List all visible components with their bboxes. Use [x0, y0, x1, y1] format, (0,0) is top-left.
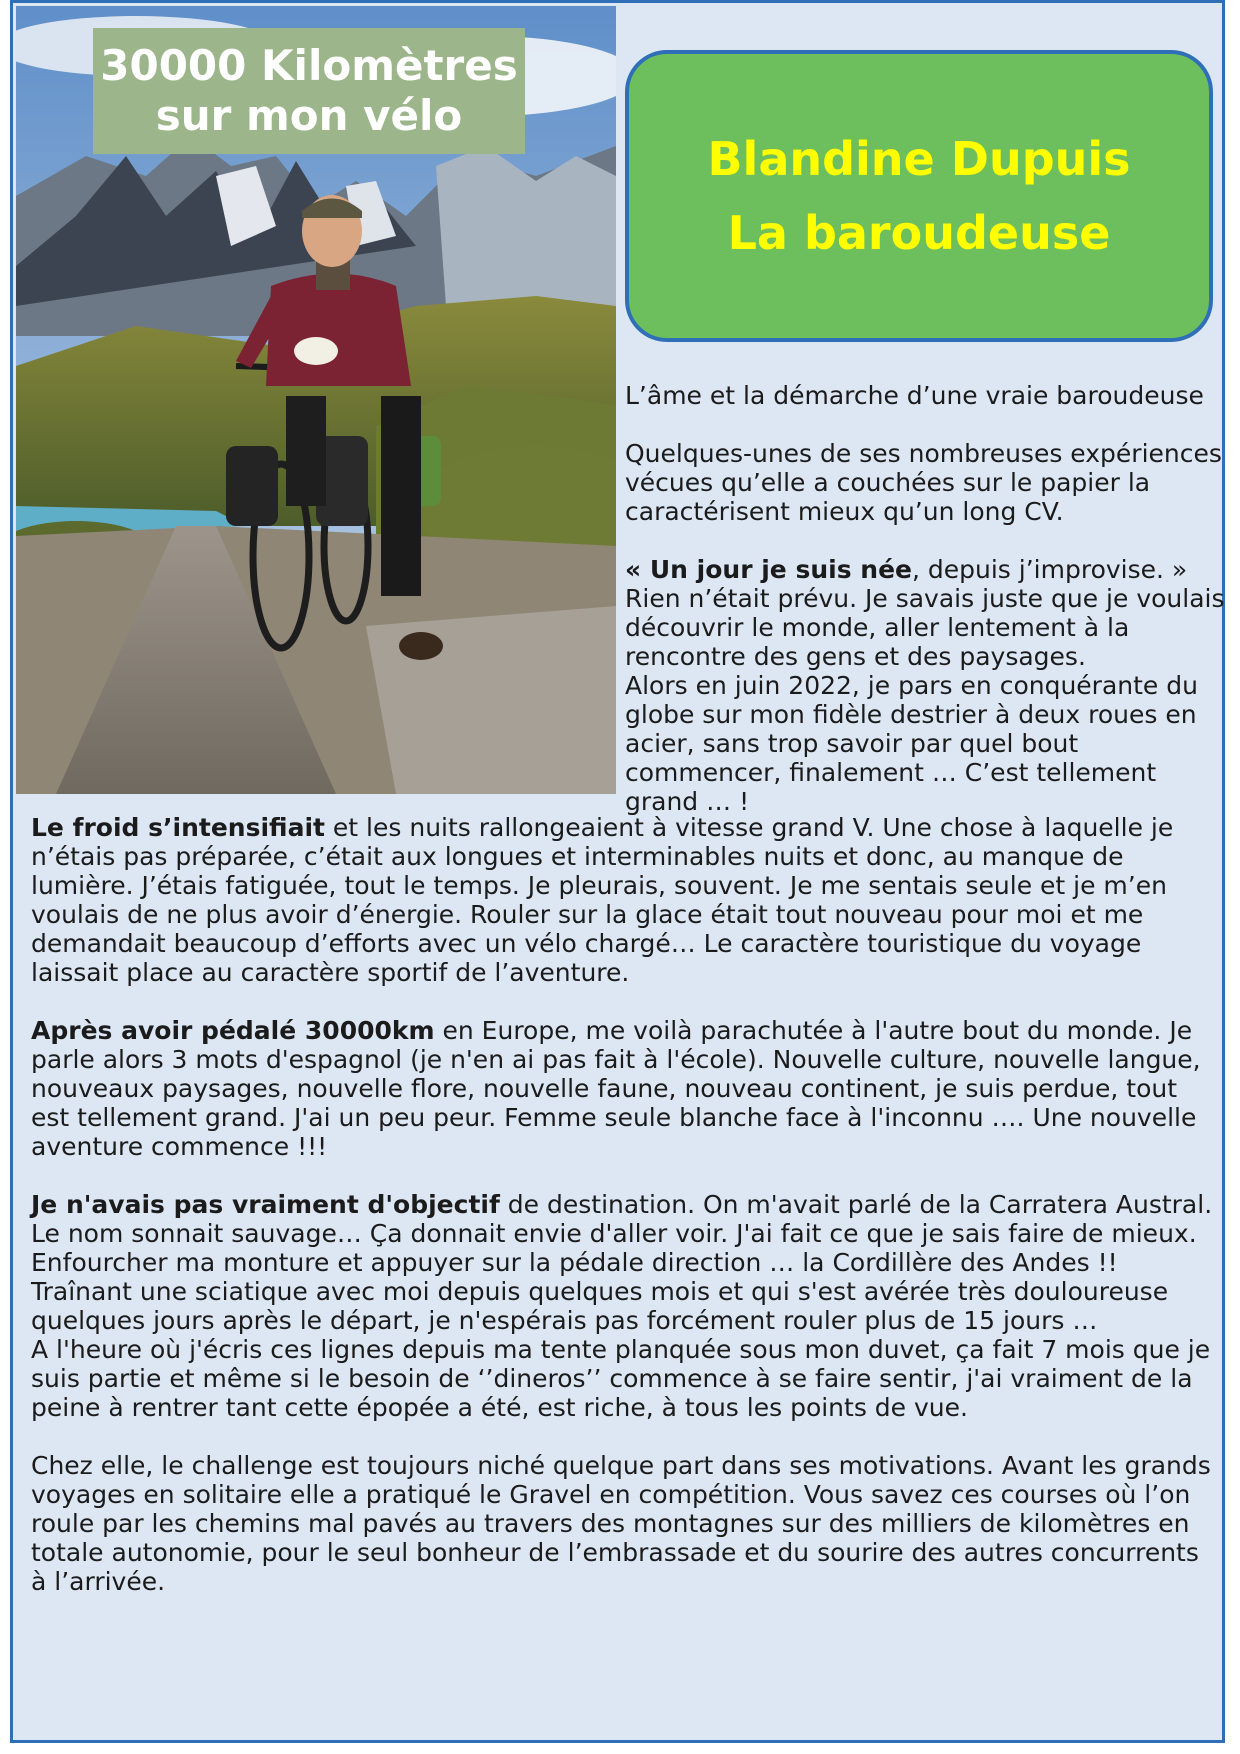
- page-frame: [10, 0, 1225, 1743]
- story-body: [31, 813, 1221, 1596]
- story-section-3-paragraph-3: A l'heure où j'écris ces lignes depuis ma tente planquée sous mon duvet, ça fait 7 mois que je suis partie et même si le besoin de ‘’dineros’’ commence à se faire sentir, j'ai vraiment de la peine à rentrer tant cette épopée a été, est riche, à tous les points de vue.: [31, 1335, 1211, 1422]
- story-section-2-text: en Europe, me voilà parachutée à l'autre bout du monde. Je parle alors 3 mots d'espagnol (je n'en ai pas fait à l'école). Nouvelle culture, nouvelle langue, nouveaux paysages, nouvelle flore, nouvelle faune, nouveau continent, je suis perdue, tout est tellement grand. J'ai un peu peur. Femme seule blanche face à l'inconnu …. Une nouvelle aventure commence !!!: [31, 1016, 1201, 1161]
- story-section-1-text: et les nuits rallongeaient à vitesse grand V. Une chose à laquelle je n’étais pas préparée, c’était aux longues et interminables nuits et donc, au manque de lumière. J’étais fatiguée, tout le temps. Je pleurais, souvent. Je me sentais seule et je m’en voulais de ne plus avoir d’énergie. Rouler sur la glace était tout nouveau pour moi et me demandait beaucoup d’efforts avec un vélo chargé… Le caractère touristique du voyage laissait place au caractère sportif de l’aventure.: [31, 813, 1174, 987]
- story-section-3: [31, 1190, 1221, 1277]
- story-section-3-paragraph-2: Traînant une sciatique avec moi depuis quelques mois et qui s'est avérée très douloureuse quelques jours après le départ, je n'espérais pas forcément rouler plus de 15 jours …: [31, 1277, 1169, 1335]
- photo-title-badge: [93, 28, 525, 154]
- story-section-2-lead: Après avoir pédalé 30000km: [31, 1016, 435, 1045]
- photo-title-line-2: sur mon vélo: [155, 91, 463, 140]
- nickname-line: La baroudeuse: [727, 206, 1111, 260]
- intro-paragraph-4: Alors en juin 2022, je pars en conquérante du globe sur mon fidèle destrier à deux roues en acier, sans trop savoir par quel bout commencer, finalement … C’est tellement grand … !: [625, 671, 1198, 816]
- name-box: [625, 50, 1213, 342]
- story-section-3-text: de destination. On m'avait parlé de la Carratera Austral. Le nom sonnait sauvage… Ça donnait envie d'aller voir. J'ai fait ce que je sais faire de mieux. Enfourcher ma monture et appuyer sur la pédale direction … la Cordillère des Andes !!: [31, 1190, 1213, 1277]
- story-section-1: [31, 813, 1221, 987]
- story-section-3-lead: Je n'avais pas vraiment d'objectif: [31, 1190, 500, 1219]
- intro-paragraph-1: L’âme et la démarche d’une vraie baroudeuse: [625, 381, 1204, 410]
- intro-paragraph-3: [625, 555, 1225, 671]
- story-section-4: Chez elle, le challenge est toujours niché quelque part dans ses motivations. Avant les grands voyages en solitaire elle a pratiqué le Gravel en compétition. Vous savez ces courses où l’on roule par les chemins mal pavés au travers des montagnes sur des milliers de kilomètres en totale autonomie, pour le seul bonheur de l’embrassade et du sourire des autres concurrents à l’arrivée.: [31, 1451, 1211, 1596]
- intro-paragraph-2: Quelques-unes de ses nombreuses expériences vécues qu’elle a couchées sur le papier la caractérisent mieux qu’un long CV.: [625, 439, 1222, 526]
- story-section-1-lead: Le froid s’intensifiait: [31, 813, 325, 842]
- intro-quote-bold: « Un jour je suis née: [625, 555, 912, 584]
- story-section-2: [31, 1016, 1221, 1161]
- intro-column: [625, 381, 1225, 816]
- name-line: Blandine Dupuis: [707, 132, 1131, 186]
- cyclist-photo: [16, 6, 616, 794]
- intro-quote-rest: , depuis j’improvise. » Rien n’était prévu. Je savais juste que je voulais découvrir le monde, aller lentement à la rencontre des gens et des paysages.: [625, 555, 1225, 671]
- photo-title-line-1: 30000 Kilomètres: [100, 41, 518, 90]
